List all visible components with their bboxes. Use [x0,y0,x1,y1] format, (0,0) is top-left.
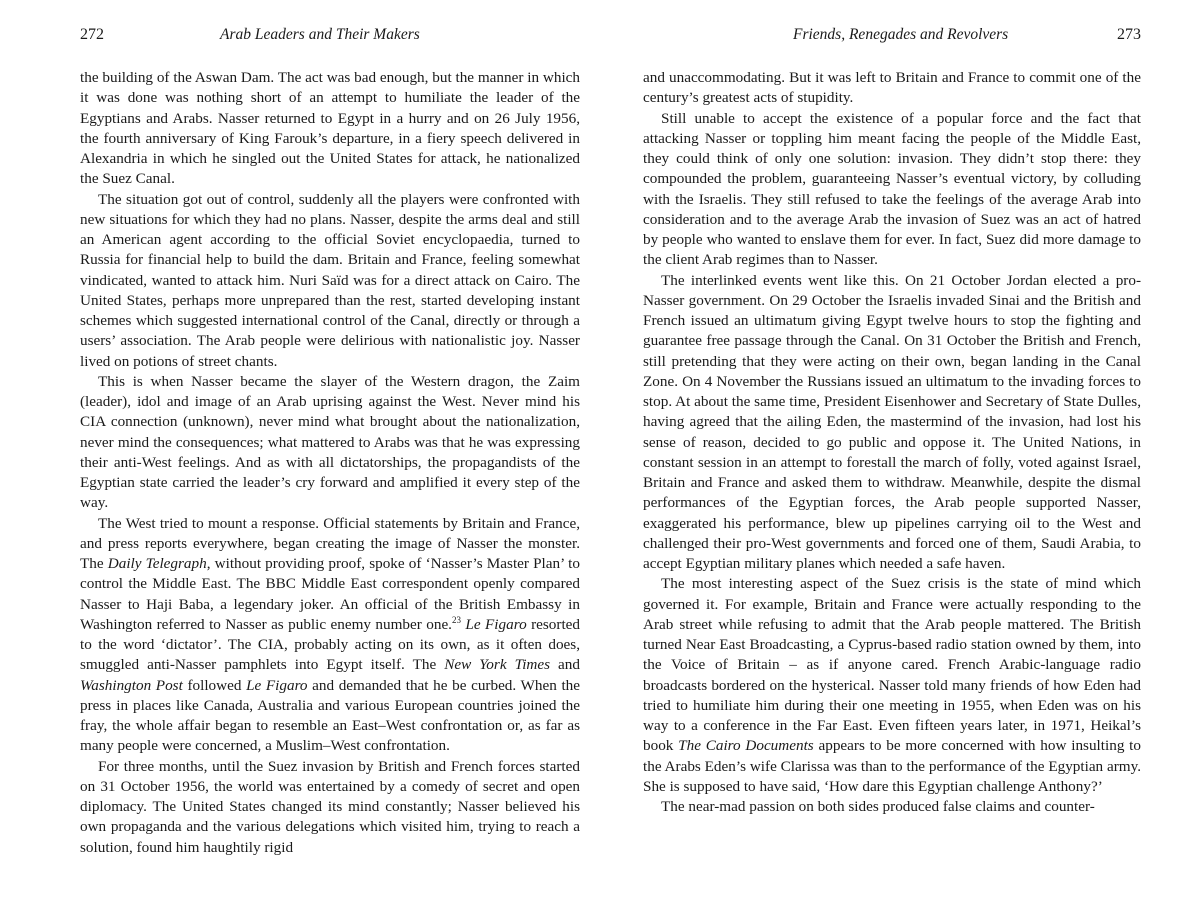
left-running-title: Arab Leaders and Their Makers [220,26,420,43]
paragraph: the building of the Aswan Dam. The act was bad enough, but the manner in which it was done was nothing short of an attempt to humiliate the leader of the Egyptians and Arabs. Nasser returned to Egypt in a hurry and on 26 July 1956, the fourth anniversary of King Farouk’s departure, in a fiery speech delivered in Alexandria in which he singled out the United States for attack, he nationalized the Suez Canal. [80,69,580,188]
paragraph: The most interesting aspect of the Suez crisis is the state of mind which governed it. For example, Britain and France were actually responding to the Arab street while refusing to admit that the Arab people mattered. The British turned Near East Broadcasting, a Cyprus-based radio station owned by them, into the Voice of Britain – as if anyone cared. French Arabic-language radio broadcasts bordered on the hysterical. Nasser told many friends of how Eden had tried to humiliate him during their one meeting in 1955, when Eden was on his way to a conference in the Far East. Even fifteen years later, in 1971, Heikal’s book The Cairo Documents appears to be more concerned with how insulting to the Arabs Eden’s wife Clarissa was than to the performance of the Egyptian army. She is supposed to have said, ‘How dare this Egyptian challenge Anthony?’ [643,575,1141,795]
paragraph: The interlinked events went like this. On 21 October Jordan elected a pro-Nasser government. On 29 October the Israelis invaded Sinai and the British and French issued an ultimatum giving Egypt twelve hours to stop the fighting and guarantee free passage through the Canal. On 31 October the British and French, still pretending that they were acting on their own, began landing in the Canal Zone. On 4 November the Russians issued an ultimatum to the invading forces to stop. At about the same time, President Eisenhower and Secretary of State Dulles, having agreed that the ailing Eden, the mastermind of the invasion, had lost his sense of reason, decided to go public and oppose it. The United Nations, in constant session in an attempt to forestall the march of folly, voted against Israel, Britain and France and asked them to withdraw. Meanwhile, despite the dismal performances of the Egyptian forces, the Arab people supported Nasser, exaggerated his performance, blew up pipelines carrying oil to the West and challenged their pro-West governments and forced one of them, Saudi Arabia, to accept Egyptian military planes which needed a safe haven. [643,271,1141,572]
left-page-number: 272 [80,26,104,43]
paragraph: For three months, until the Suez invasion by British and French forces started on 31 October 1956, the world was entertained by a comedy of secret and open diplomacy. The United States changed its mind constantly; Nasser believed his own propaganda and the various delegations which visited him, trying to reach a solution, found him haughtily rigid [80,757,580,856]
paragraph: and unaccommodating. But it was left to Britain and France to commit one of the century’s greatest acts of stupidity. [643,69,1141,107]
left-body-text [80,68,580,858]
paragraph: This is when Nasser became the slayer of the Western dragon, the Zaim (leader), idol and image of an Arab uprising against the West. Never mind his CIA connection (unknown), never mind what brought about the nationalization, never mind the consequences; what mattered to Arabs was that he was expressing their anti-West feelings. And as with all dictatorships, the propagandists of the Egyptian state carried the leader’s cry forward and amplified it every step of the way. [80,372,580,512]
paragraph: The West tried to mount a response. Official statements by Britain and France, and press reports everywhere, began creating the image of Nasser the monster. The Daily Telegraph, without providing proof, spoke of ‘Nasser’s Master Plan’ to control the Middle East. The BBC Middle East correspondent openly compared Nasser to Haji Baba, a legendary joker. An official of the British Embassy in Washington referred to Nasser as public enemy number one.$^{23}$ Le Figaro resorted to the word ‘dictator’. The CIA, probably acting on its own, as it often does, smuggled anti-Nasser pamphlets into Egypt itself. The New York Times and Washington Post followed Le Figaro and demanded that he be curbed. When the press in places like Canada, Australia and various European countries joined the fray, the whole affair began to resemble an East–West confrontation or, as far as many people were concerned, a Muslim–West confrontation. [80,514,581,755]
right-page [643,0,1141,817]
paragraph: The near-mad passion on both sides produced false claims and counter- [661,798,1095,815]
right-body-text [643,68,1141,817]
right-running-head [643,26,1141,62]
left-running-head [80,26,580,62]
right-running-title: Friends, Renegades and Revolvers [793,26,1009,43]
right-page-number: 273 [1117,26,1141,43]
paragraph: Still unable to accept the existence of a popular force and the fact that attacking Nasser or toppling him meant facing the people of the Middle East, they could think of only one solution: invasion. They didn’t stop there: they compounded the problem, guaranteeing Nasser’s eventual victory, by colluding with the Israelis. They still refused to take the feelings of the average Arab into consideration and to the average Arab the invasion of Suez was an act of hatred by people who wanted to enslave them for ever. In fact, Suez did more damage to the client Arab regimes than to Nasser. [643,109,1141,269]
left-page [80,0,580,858]
paragraph: The situation got out of control, suddenly all the players were confronted with new situations for which they had no plans. Nasser, despite the arms deal and still an American agent according to the official Soviet encyclopaedia, turned to Russia for financial help to build the dam. Britain and France, feeling somewhat vindicated, wanted to attack him. Nuri Saïd was for a direct attack on Cairo. The United States, perhaps more unprepared than the rest, started developing instant schemes which suggested international control of the Canal, directly or through a users’ association. The Arab people were delirious with nationalistic joy. Nasser lived on potions of street chants. [80,190,580,370]
